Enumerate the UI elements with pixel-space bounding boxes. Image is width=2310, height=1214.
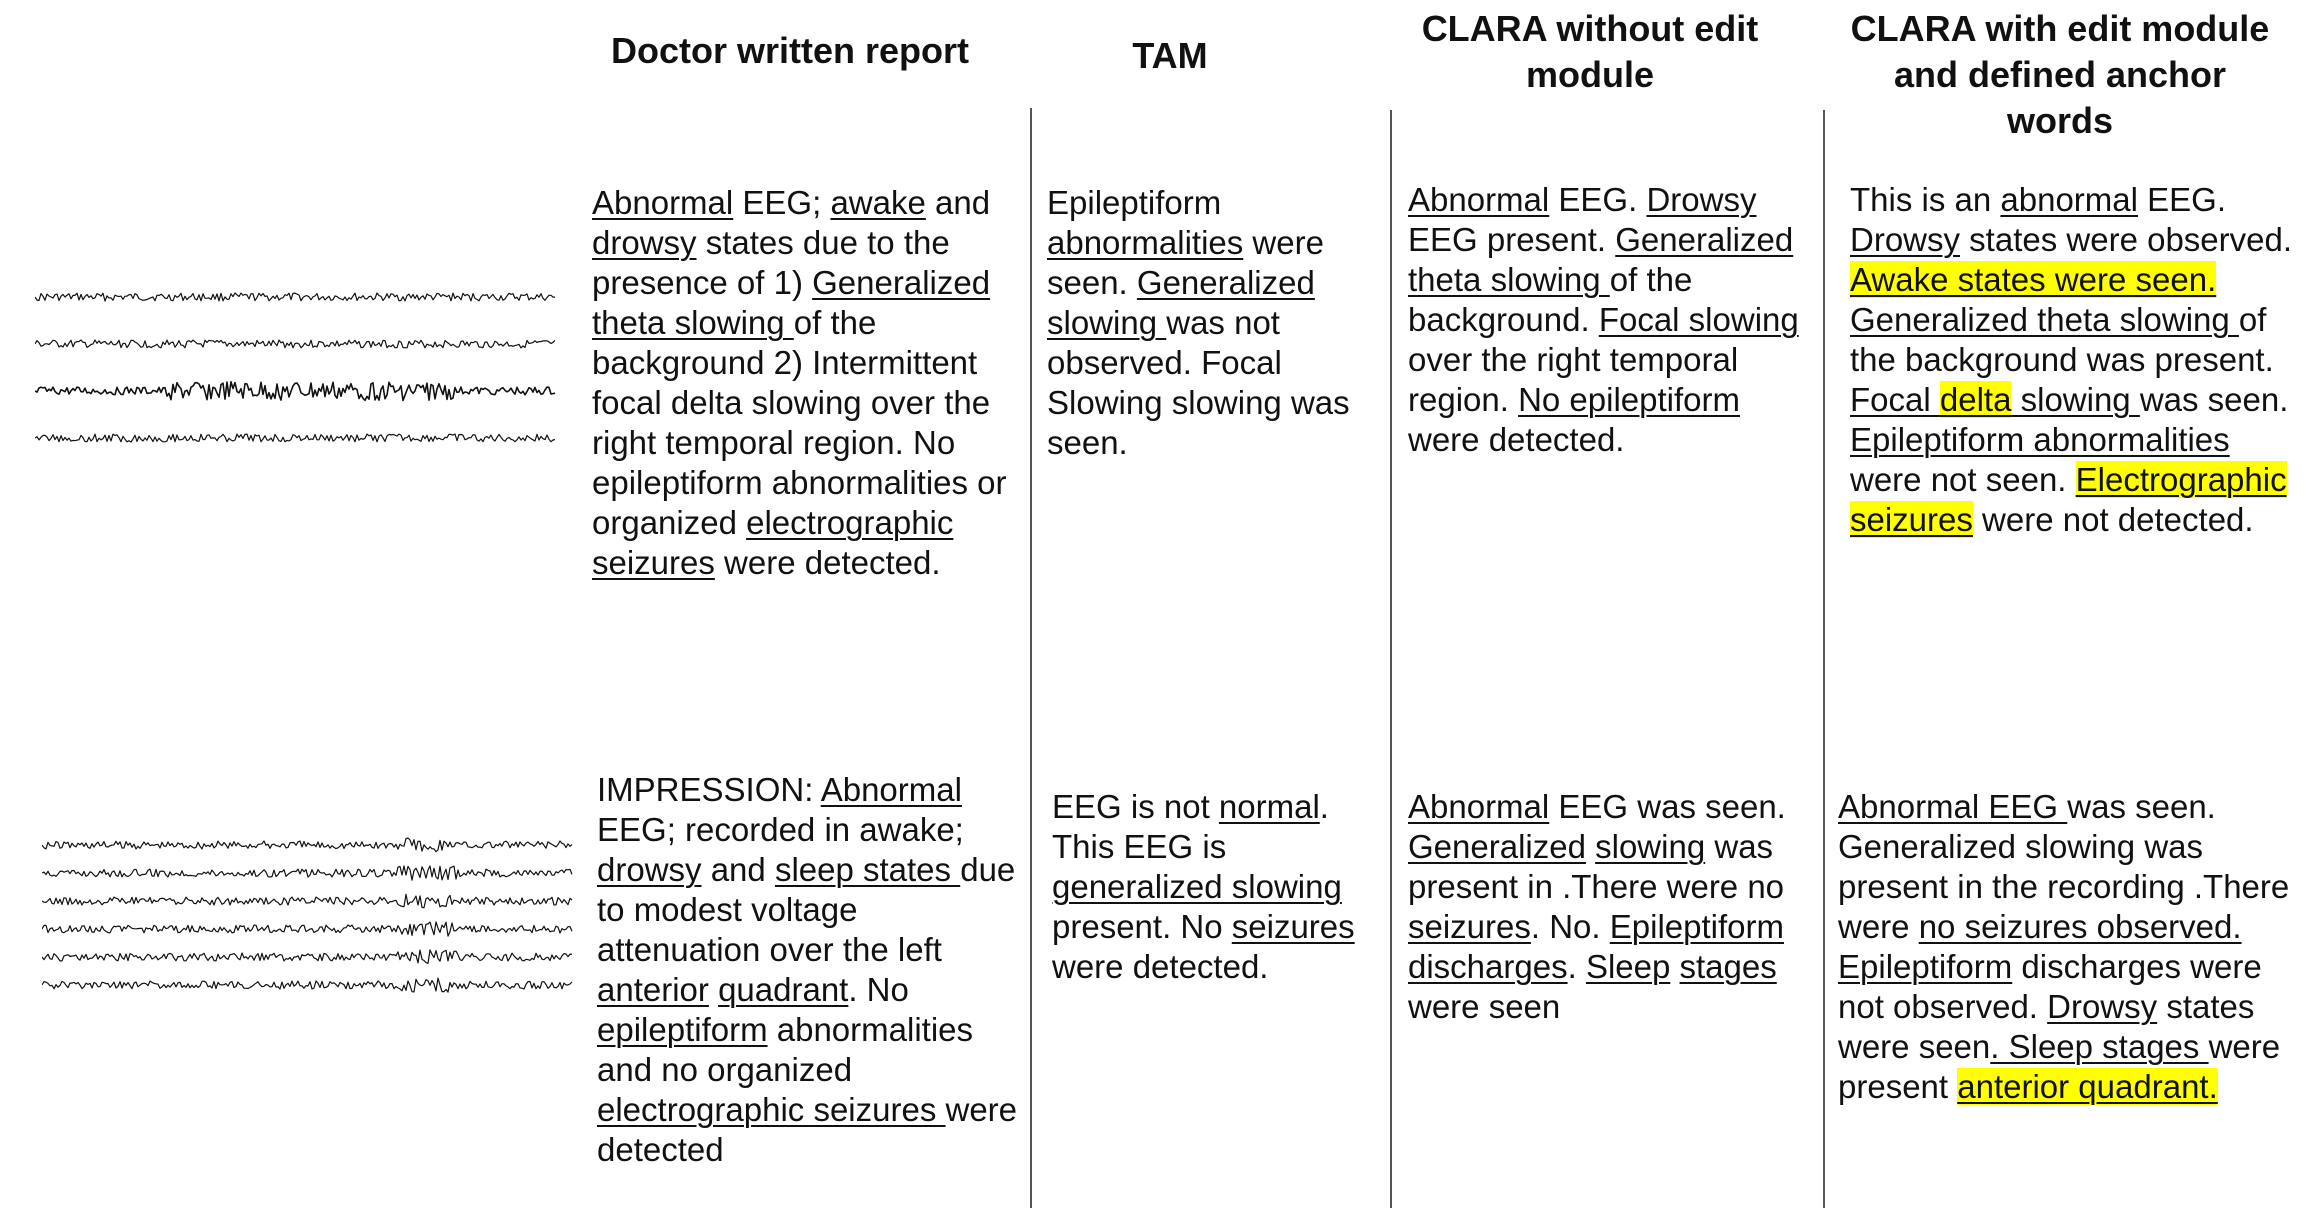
header-tam: TAM bbox=[1132, 35, 1208, 76]
underlined-keyword: stages bbox=[1679, 948, 1777, 985]
row-2-clara-with-edit-report bbox=[1838, 787, 2308, 1107]
report-text: were present bbox=[1838, 1028, 2281, 1105]
eeg-channel-trace bbox=[42, 866, 572, 880]
report-text: of the background was present. bbox=[1850, 301, 2274, 378]
underlined-keyword: Generalized theta slowing bbox=[592, 264, 991, 341]
eeg-channel-trace bbox=[42, 894, 572, 907]
eeg-channel-trace bbox=[42, 950, 572, 963]
column-divider bbox=[1390, 110, 1392, 1208]
report-text: EEG was seen. bbox=[1549, 788, 1786, 825]
column-divider bbox=[1823, 110, 1825, 1208]
eeg-channel-trace bbox=[42, 838, 572, 852]
underlined-keyword: Generalized bbox=[1408, 828, 1586, 865]
report-text: and bbox=[701, 851, 775, 888]
underlined-keyword: generalized slowing bbox=[1052, 868, 1342, 905]
underlined-keyword: Abnormal bbox=[820, 771, 962, 808]
eeg-trace-image-row-1 bbox=[35, 275, 565, 445]
underlined-keyword: Epileptiform bbox=[1838, 948, 2013, 985]
eeg-channel-trace bbox=[35, 340, 555, 348]
row-2-doctor-report bbox=[597, 770, 1027, 1170]
report-text: states due to the presence of 1) bbox=[592, 224, 950, 301]
highlighted-anchor-phrase: Electrographic seizures bbox=[1850, 461, 2287, 538]
report-text: states were observed. bbox=[1960, 221, 2293, 258]
report-text: were seen. bbox=[1047, 224, 1324, 301]
report-text: EEG; bbox=[733, 184, 831, 221]
underlined-keyword: awake bbox=[830, 184, 926, 221]
underlined-keyword: electrographic seizures bbox=[597, 1091, 946, 1128]
underlined-keyword: sleep states bbox=[774, 851, 961, 888]
header-doctor-written-report: Doctor written report bbox=[610, 30, 969, 71]
row-1-tam-report bbox=[1047, 183, 1377, 463]
eeg-channel-trace bbox=[35, 434, 555, 442]
report-text: . No bbox=[848, 971, 909, 1008]
report-text: EEG. bbox=[1549, 181, 1647, 218]
row-1-clara-without-edit-report bbox=[1408, 180, 1813, 460]
underlined-keyword: Generalized theta slowing bbox=[1850, 301, 2239, 338]
report-text: EEG. bbox=[2137, 181, 2226, 218]
underlined-keyword: anterior bbox=[597, 971, 709, 1008]
report-text: EEG; recorded in awake; bbox=[597, 811, 964, 848]
report-text: were detected bbox=[597, 1091, 1018, 1168]
underlined-keyword: slowing bbox=[1595, 828, 1706, 865]
highlighted-anchor-phrase: delta bbox=[1939, 381, 2012, 418]
underlined-keyword: seizures bbox=[1408, 908, 1531, 945]
underlined-keyword: seizures bbox=[1231, 908, 1355, 945]
report-text: were not seen. bbox=[1850, 461, 2076, 498]
underlined-keyword: Drowsy bbox=[2047, 988, 2158, 1025]
underlined-keyword: No epileptiform bbox=[1518, 381, 1741, 418]
underlined-keyword: Sleep bbox=[1585, 948, 1671, 985]
report-text: and bbox=[925, 184, 991, 221]
report-text: discharges were not observed. bbox=[1838, 948, 2262, 1025]
row-1-clara-with-edit-report bbox=[1850, 180, 2300, 540]
report-text: was seen. Generalized slowing was present in the recording .There were bbox=[1838, 788, 2290, 945]
underlined-keyword: Abnormal EEG bbox=[1838, 788, 2068, 825]
report-text: Epileptiform bbox=[1047, 184, 1222, 221]
report-text: over the right temporal region. bbox=[1408, 341, 1739, 418]
underlined-keyword: Epileptiform abnormalities bbox=[1850, 421, 2230, 458]
report-text: were detected. bbox=[1052, 948, 1269, 985]
report-text: . No. bbox=[1530, 908, 1610, 945]
highlighted-anchor-phrase: Awake states were seen. bbox=[1850, 261, 2217, 298]
underlined-keyword: Drowsy bbox=[1850, 221, 1961, 258]
eeg-channel-trace bbox=[35, 382, 555, 401]
report-text: due to modest voltage attenuation over the left bbox=[597, 851, 1016, 968]
underlined-keyword: abnormal bbox=[2000, 181, 2138, 218]
underlined-keyword: no seizures observed. bbox=[1918, 908, 2242, 945]
report-text: was present in .There were no bbox=[1408, 828, 1785, 905]
underlined-keyword: electrographic seizures bbox=[592, 504, 954, 581]
report-text: of the background. bbox=[1408, 261, 1693, 338]
underlined-keyword: . Sleep stages bbox=[1990, 1028, 2209, 1065]
report-text: . bbox=[1567, 948, 1586, 985]
report-text: were not detected. bbox=[1972, 501, 2254, 538]
underlined-keyword: abnormalities bbox=[1047, 224, 1244, 261]
underlined-keyword: Generalized theta slowing bbox=[1408, 221, 1794, 298]
report-text: EEG is not bbox=[1052, 788, 1219, 825]
underlined-keyword: Abnormal bbox=[592, 184, 734, 221]
row-2-tam-report bbox=[1052, 787, 1382, 987]
report-text: present. No bbox=[1052, 908, 1232, 945]
eeg-channel-trace bbox=[42, 922, 572, 936]
report-text bbox=[1670, 948, 1679, 985]
report-text bbox=[1586, 828, 1595, 865]
underlined-keyword: epileptiform bbox=[597, 1011, 768, 1048]
header-clara-without-edit: CLARA without edit module bbox=[1421, 8, 1759, 95]
report-text: was seen. bbox=[2139, 381, 2289, 418]
report-text: . This EEG is bbox=[1052, 788, 1329, 865]
report-text bbox=[709, 971, 718, 1008]
eeg-channel-trace bbox=[42, 978, 572, 992]
report-text: EEG present. bbox=[1408, 221, 1616, 258]
underlined-keyword: normal bbox=[1218, 788, 1320, 825]
report-text: IMPRESSION: bbox=[597, 771, 821, 808]
column-divider bbox=[1030, 108, 1032, 1208]
eeg-channel-trace bbox=[35, 293, 555, 301]
eeg-trace-image-row-2 bbox=[42, 815, 582, 1015]
underlined-keyword: Generalized slowing bbox=[1047, 264, 1315, 341]
underlined-keyword: Abnormal bbox=[1408, 181, 1550, 218]
row-1-doctor-report bbox=[592, 183, 1017, 583]
underlined-keyword: quadrant bbox=[718, 971, 849, 1008]
report-text: states were seen bbox=[1838, 988, 2255, 1065]
report-text: were detected. bbox=[1408, 421, 1625, 458]
row-2-clara-without-edit-report bbox=[1408, 787, 1813, 1027]
report-text: were detected. bbox=[714, 544, 941, 581]
header-clara-with-edit: CLARA with edit module and defined anchor words bbox=[1850, 8, 2270, 141]
report-text: This is an bbox=[1850, 181, 2001, 218]
highlighted-anchor-phrase: anterior quadrant. bbox=[1957, 1068, 2218, 1105]
underlined-keyword: slowing bbox=[2011, 381, 2140, 418]
underlined-keyword: drowsy bbox=[597, 851, 702, 888]
underlined-keyword: Abnormal bbox=[1408, 788, 1550, 825]
report-text: of the background 2) Intermittent focal delta slowing over the right temporal region. No epileptiform abnormalities or organized bbox=[592, 304, 1007, 541]
report-text: abnormalities and no organized bbox=[597, 1011, 974, 1088]
underlined-keyword: Focal slowing bbox=[1598, 301, 1799, 338]
report-text: were seen bbox=[1408, 988, 1561, 1025]
underlined-keyword: Focal bbox=[1850, 381, 1940, 418]
underlined-keyword: drowsy bbox=[592, 224, 697, 261]
underlined-keyword: Epileptiform discharges bbox=[1408, 908, 1784, 985]
report-text: was not observed. Focal Slowing slowing was seen. bbox=[1047, 304, 1350, 461]
underlined-keyword: Drowsy bbox=[1646, 181, 1757, 218]
